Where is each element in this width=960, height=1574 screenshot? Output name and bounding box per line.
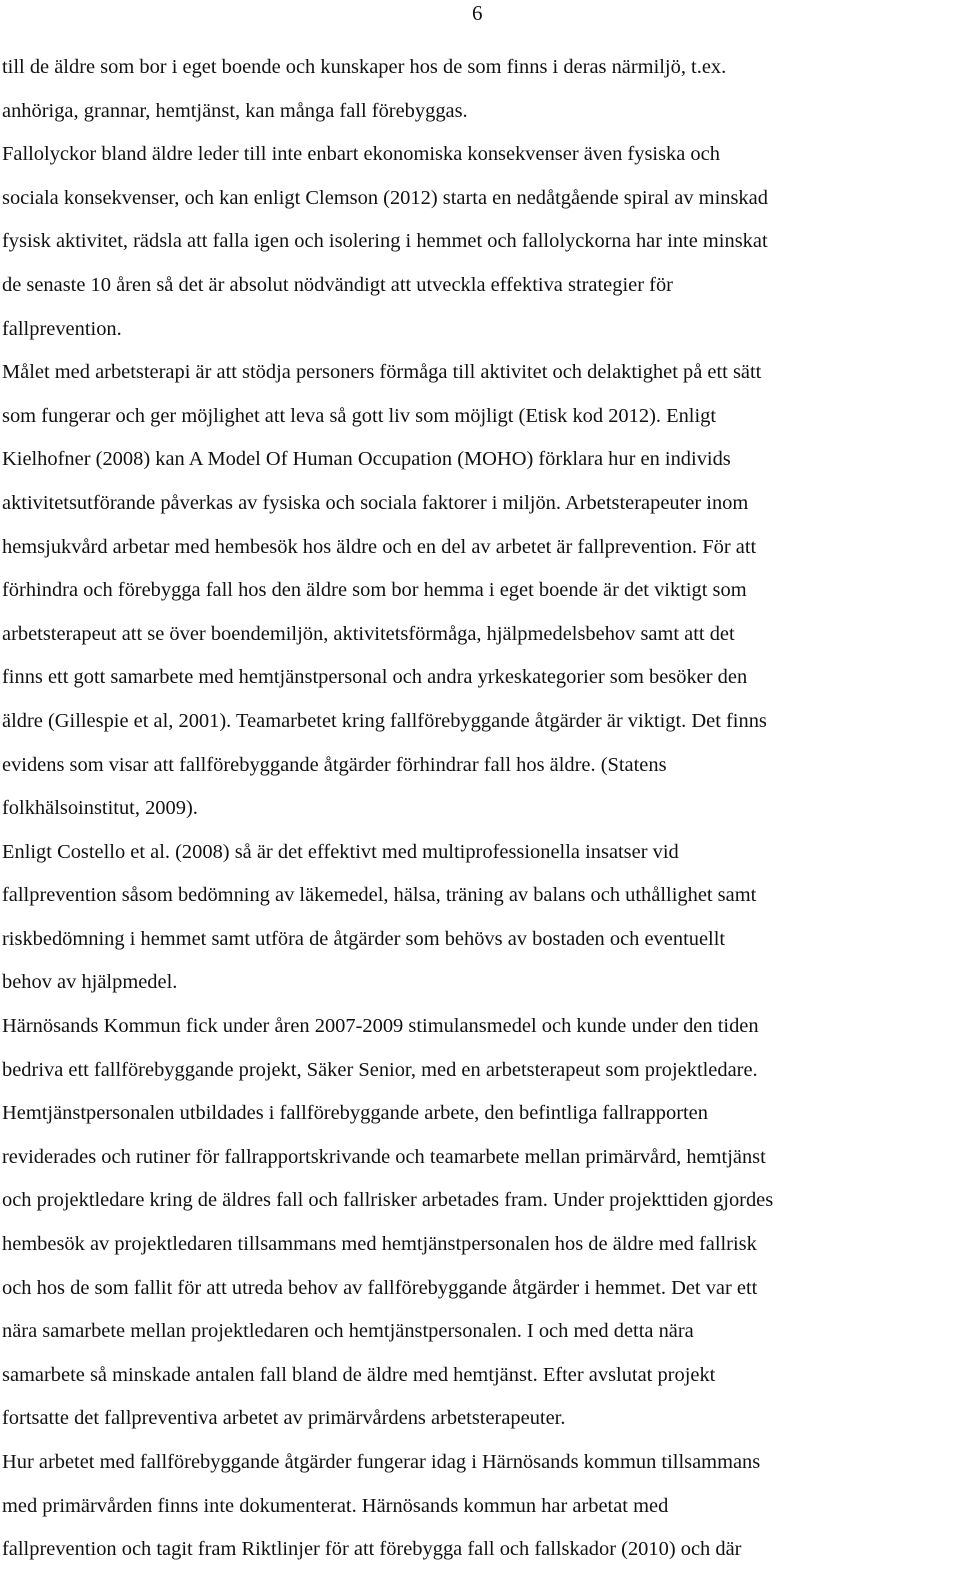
text-line: aktivitetsutförande påverkas av fysiska och sociala faktorer i miljön. Arbetsterapeuter inom (2, 491, 749, 514)
text-line: de senaste 10 åren så det är absolut nödvändigt att utveckla effektiva strategier för (2, 273, 673, 296)
text-line: Hemtjänstpersonalen utbildades i fallförebyggande arbete, den befintliga fallrapporten (2, 1102, 708, 1125)
text-line: arbetsterapeut att se över boendemiljön, aktivitetsförmåga, hjälpmedelsbehov samt att det (2, 622, 735, 645)
text-line: fallprevention såsom bedömning av läkemedel, hälsa, träning av balans och uthållighet samt (2, 884, 757, 907)
text-line: Hur arbetet med fallförebyggande åtgärder fungerar idag i Härnösands kommun tillsammans (2, 1451, 761, 1473)
text-line: med primärvården finns inte dokumenterat. Härnösands kommun har arbetat med (2, 1494, 669, 1517)
text-line: nära samarbete mellan projektledaren och hemtjänstpersonalen. I och med detta nära (2, 1320, 694, 1343)
text-line: hembesök av projektledaren tillsammans med hemtjänstpersonalen hos de äldre med fallrisk (2, 1233, 757, 1256)
text-line: hemsjukvård arbetar med hembesök hos äldre och en del av arbetet är fallprevention. För att (2, 535, 757, 558)
text-line: fysisk aktivitet, rädsla att falla igen och isolering i hemmet och fallolyckorna har inte minskat (2, 230, 768, 253)
text-line: och hos de som fallit för att utreda behov av fallförebyggande åtgärder i hemmet. Det var ett (2, 1276, 758, 1299)
text-line: fallprevention och tagit fram Riktlinjer för att förebygga fall och fallskador (2010) och där (2, 1538, 742, 1561)
text-line: Målet med arbetsterapi är att stödja personers förmåga till aktivitet och delaktighet på ett sätt (2, 361, 762, 384)
text-line: och projektledare kring de äldres fall och fallrisker arbetades fram. Under projekttiden gjordes (2, 1189, 774, 1212)
body-text (2, 46, 960, 1572)
text-line: Kielhofner (2008) kan A Model Of Human Occupation (MOHO) förklara hur en individs (2, 448, 731, 471)
text-line: till de äldre som bor i eget boende och kunskaper hos de som finns i deras närmiljö, t.ex. (2, 56, 727, 78)
text-line: som fungerar och ger möjlighet att leva så gott liv som möjligt (Etisk kod 2012). Enligt (2, 404, 717, 427)
text-line: Fallolyckor bland äldre leder till inte enbart ekonomiska konsekvenser även fysiska och (2, 143, 720, 166)
text-line: Härnösands Kommun fick under åren 2007-2009 stimulansmedel och kunde under den tiden (2, 1015, 759, 1038)
text-line: Enligt Costello et al. (2008) så är det effektivt med multiprofessionella insatser vid (2, 840, 679, 863)
text-line: fallprevention. (2, 317, 122, 340)
text-line: riskbedömning i hemmet samt utföra de åtgärder som behövs av bostaden och eventuellt (2, 927, 726, 950)
text-line: sociala konsekvenser, och kan enligt Clemson (2012) starta en nedåtgående spiral av minskad (2, 186, 768, 209)
text-line: äldre (Gillespie et al, 2001). Teamarbetet kring fallförebyggande åtgärder är viktigt. Det finns (2, 709, 767, 732)
text-line: anhöriga, grannar, hemtjänst, kan många fall förebyggas. (2, 99, 468, 122)
text-line: förhindra och förebygga fall hos den äldre som bor hemma i eget boende är det viktigt som (2, 579, 747, 602)
text-line: fortsatte det fallpreventiva arbetet av primärvårdens arbetsterapeuter. (2, 1407, 566, 1430)
text-line: finns ett gott samarbete med hemtjänstpersonal och andra yrkeskategorier som besöker den (2, 666, 748, 689)
text-line: behov av hjälpmedel. (2, 971, 178, 994)
text-line: evidens som visar att fallförebyggande åtgärder förhindrar fall hos äldre. (Statens (2, 753, 667, 776)
page-number: 6 (472, 1, 483, 25)
text-line: bedriva ett fallförebyggande projekt, Säker Senior, med en arbetsterapeut som projektledare. (2, 1058, 758, 1081)
text-line: samarbete så minskade antalen fall bland de äldre med hemtjänst. Efter avslutat projekt (2, 1363, 716, 1386)
text-line: reviderades och rutiner för fallrapportskrivande och teamarbete mellan primärvård, hemtjänst (2, 1145, 766, 1168)
text-line: folkhälsoinstitut, 2009). (2, 797, 198, 820)
